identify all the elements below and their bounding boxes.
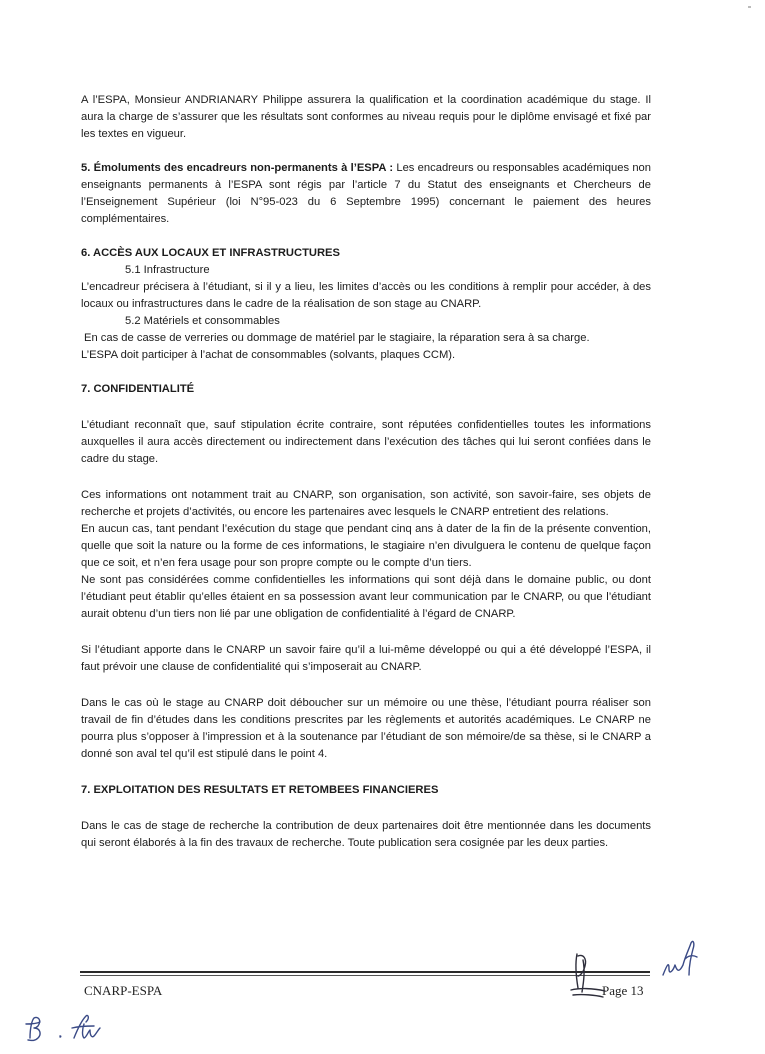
section-7-title: 7. CONFIDENTIALITÉ — [81, 383, 195, 395]
section-6-title: 6. ACCÈS AUX LOCAUX ET INFRASTRUCTURES — [81, 247, 340, 259]
section-7-paragraph-6: Dans le cas où le stage au CNARP doit déboucher sur un mémoire ou une thèse, l’étudiant pourra réaliser son travail de fin d’études dans les conditions prescrites par les règlements et autorités académiques. Le CNARP ne pourra plus s’opposer à l’impression et à la soutenance par l’étudiant de son mémoire/de sa thèse, si le CNARP a donné son aval tel qu’il est stipulé dans le point 4. — [81, 697, 651, 760]
scan-mark — [748, 6, 751, 8]
section-6-paragraph-3: L’ESPA doit participer à l’achat de consommables (solvants, plaques CCM). — [81, 349, 456, 361]
signature-initial-right-icon — [655, 935, 705, 990]
section-6-paragraph-1: L’encadreur précisera à l’étudiant, si il y a lieu, les limites d’accès ou les conditions à remplir pour accéder, à des locaux ou infrastructures dans le cadre de la réalisation de son stage au CNARP. — [81, 281, 651, 310]
intro-paragraph: A l’ESPA, Monsieur ANDRIANARY Philippe assurera la qualification et la coordination académique du stage. Il aura la charge de s’assurer que les résultats sont conformes au niveau requis pour le diplôme envisagé et fixé par les textes en vigueur. — [81, 94, 651, 140]
subsection-5-2-title: 5.2 Matériels et consommables — [125, 315, 280, 327]
section-7-paragraph-1: L’étudiant reconnaît que, sauf stipulation écrite contraire, sont réputées confidentielles toutes les informations auxquelles il aura accès directement ou indirectement dans l’exécution des tâches qui lui seront confiées dans le cadre du stage. — [81, 419, 651, 465]
section-6-paragraph-2: En cas de casse de verreries ou dommage de matériel par le stagiaire, la réparation sera à sa charge. — [84, 332, 590, 344]
section-5-title: 5. Émoluments des encadreurs non-permanents à l’ESPA : — [81, 162, 394, 174]
section-7-paragraph-2: Ces informations ont notamment trait au CNARP, son organisation, son activité, son savoir-faire, ses objets de recherche et projets d’activités, ou encore les partenaires avec lesquels le CNARP entretient des relations. — [81, 489, 651, 518]
signature-footer-icon — [565, 950, 610, 1000]
page-body — [81, 92, 651, 852]
section-7-paragraph-3: En aucun cas, tant pendant l’exécution du stage que pendant cinq ans à dater de la fin de la présente convention, quelle que soit la nature ou la forme de ces informations, le stagiaire n’en divulguera le contenu de quelque façon que ce soit, et n’en fera usage pour son propre compte ou le compte d’un tiers. — [81, 523, 651, 569]
footer-page-number: Page 13 — [602, 983, 644, 998]
section-7-paragraph-5: Si l’étudiant apporte dans le CNARP un savoir faire qu’il a lui-même développé ou qui a été développé l’ESPA, il faut prévoir une clause de confidentialité qui s’imposerait au CNARP. — [81, 644, 651, 673]
section-5-body: Les encadreurs ou responsables académiques non enseignants permanents à l’ESPA sont régis par l’article 7 du Statut des enseignants et Chercheurs de l’Enseignement Supérieur (loi N°95-023 du 6 Septembre 1995) concernant le paiement des heures complémentaires. — [81, 162, 651, 225]
section-7b-paragraph-1: Dans le cas de stage de recherche la contribution de deux partenaires doit être mentionnée dans les documents qui seront élaborés à la fin des travaux de recherche. Toute publication sera cosignée par les deux parties. — [81, 820, 651, 849]
signature-initials-bottom-left-icon — [22, 1010, 122, 1050]
subsection-5-1-title: 5.1 Infrastructure — [125, 264, 210, 276]
section-7b-title: 7. EXPLOITATION DES RESULTATS ET RETOMBEES FINANCIERES — [81, 784, 439, 796]
section-5-paragraph — [81, 160, 651, 228]
footer-organization: CNARP-ESPA — [84, 983, 163, 998]
section-7-paragraph-4: Ne sont pas considérées comme confidentielles les informations qui sont déjà dans le domaine public, ou dont l’étudiant peut établir qu’elles étaient en sa possession avant leur communication par le CNARP, ou que l’étudiant aurait obtenu d’un tiers non lié par une obligation de confidentialité à l’égard de CNARP. — [81, 574, 651, 620]
